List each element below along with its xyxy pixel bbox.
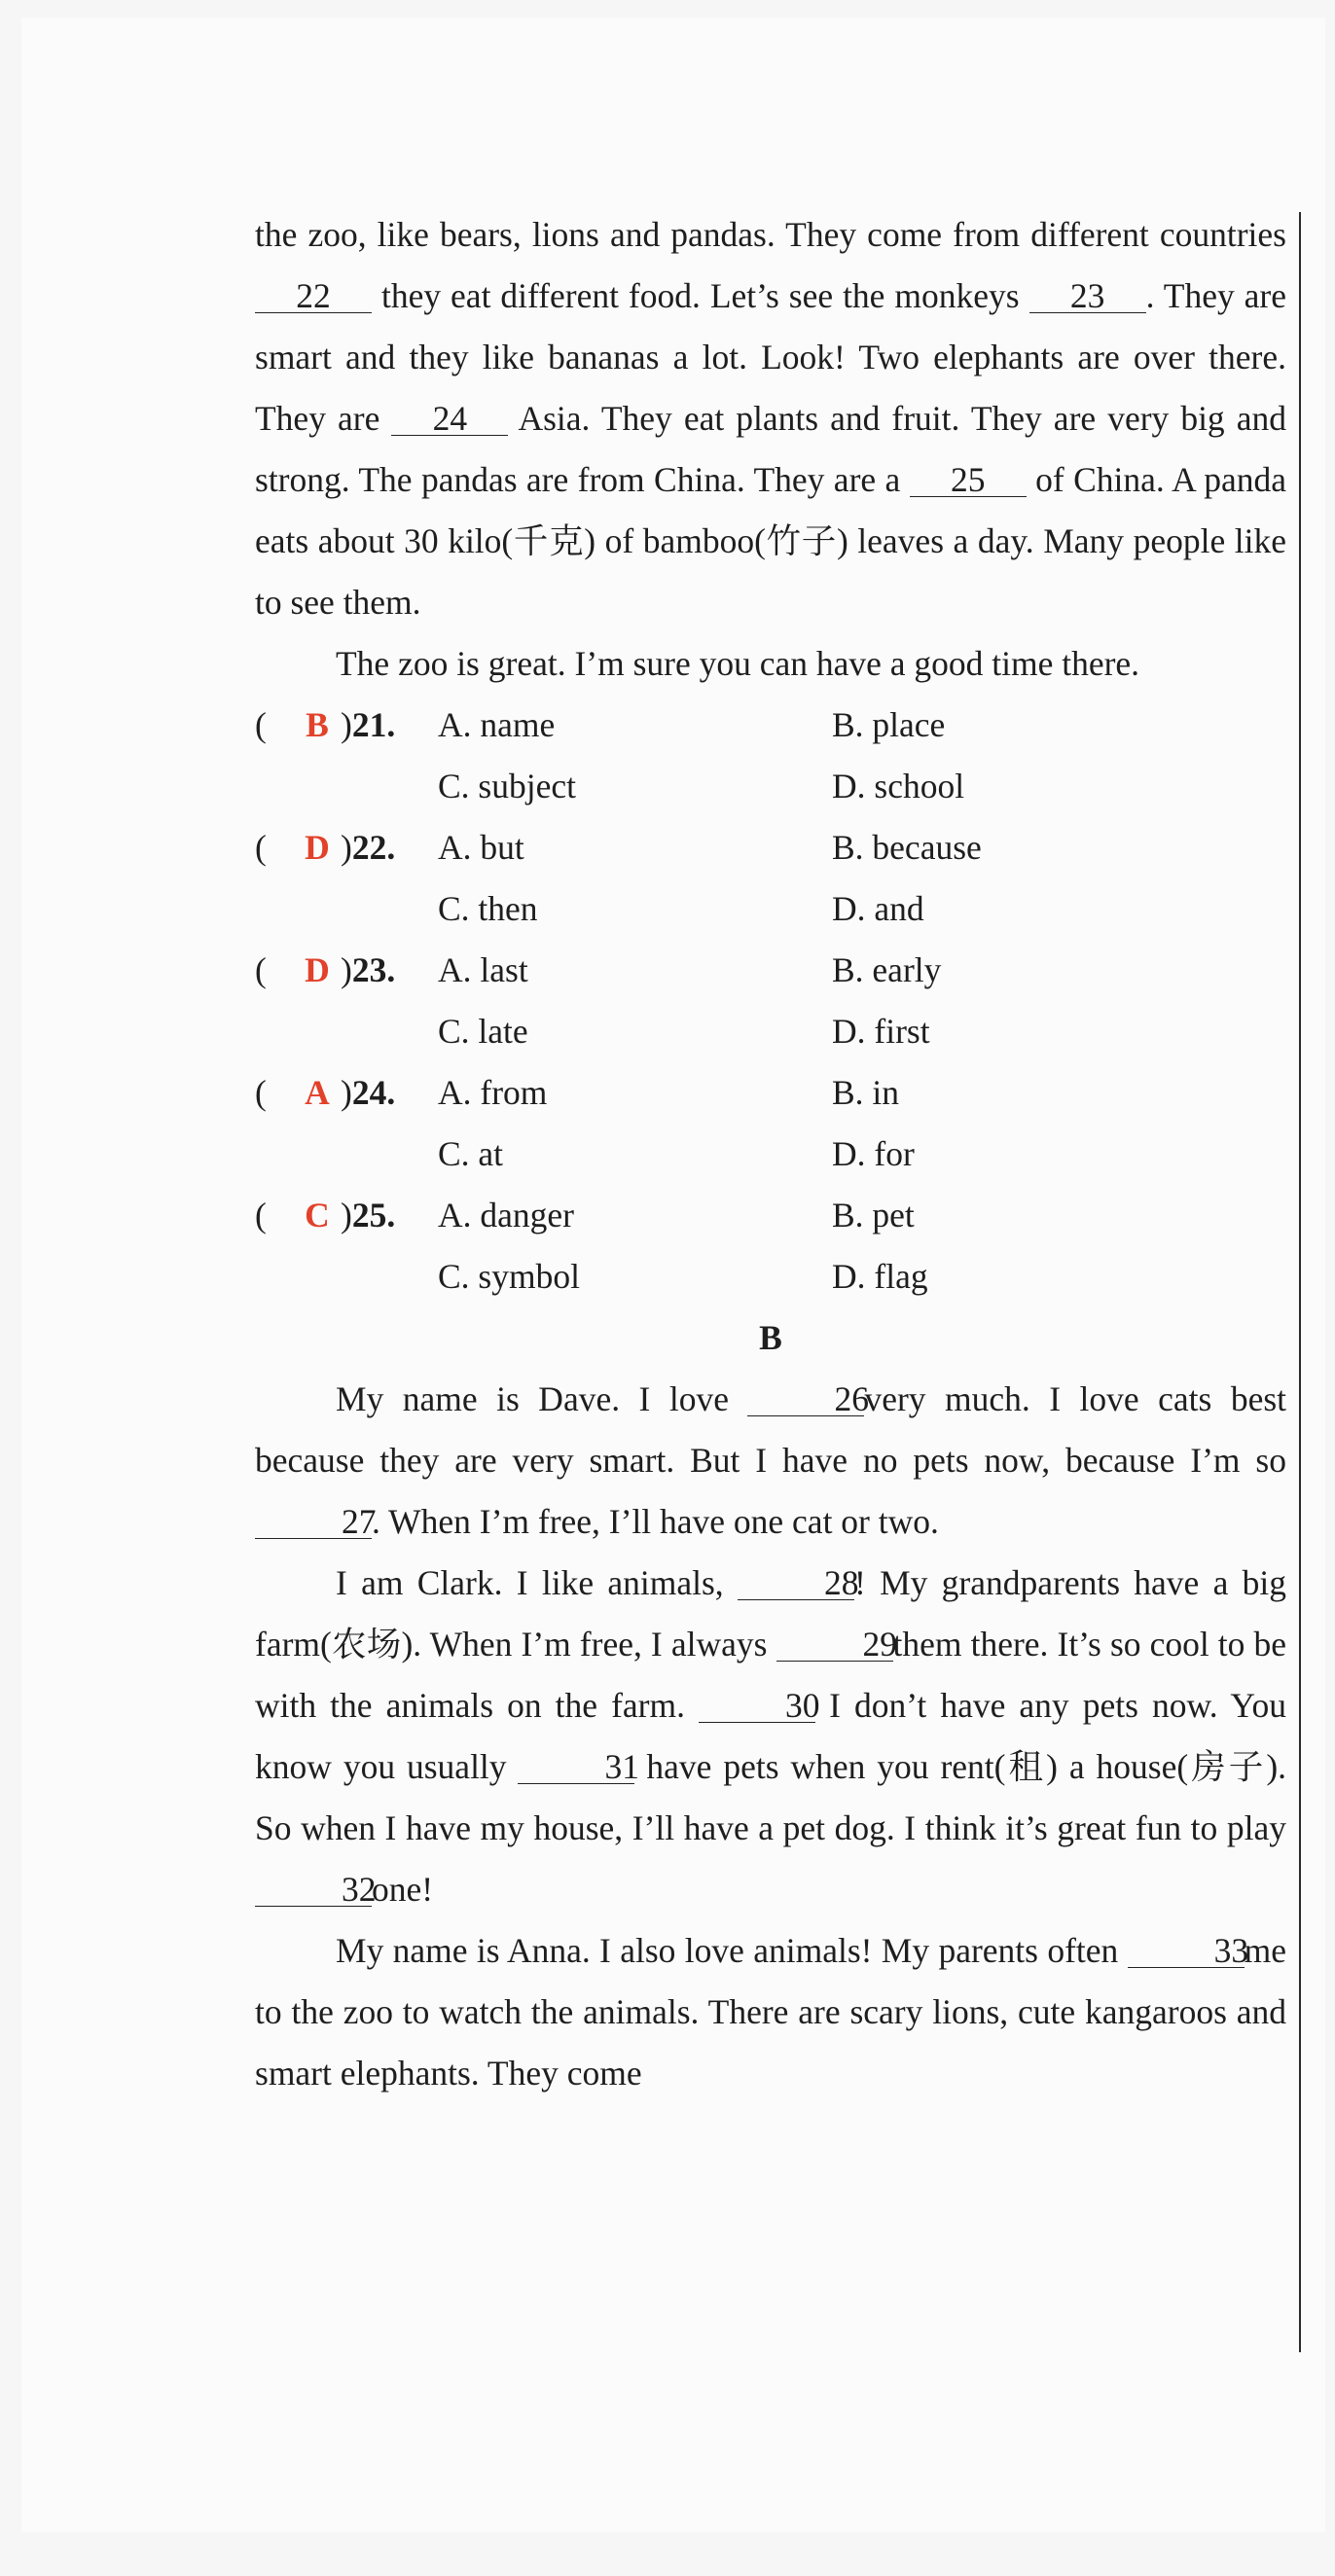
blank-30[interactable]: 30 [699, 1689, 815, 1723]
option-c[interactable]: C. symbol [438, 1257, 580, 1296]
text: My name is Dave. I love [336, 1379, 729, 1418]
section-heading-b: B [759, 1318, 782, 1357]
option-c[interactable]: C. then [438, 889, 538, 928]
option-d[interactable]: D. and [832, 889, 924, 928]
option-b[interactable]: B. in [832, 1073, 900, 1112]
question-number: 22. [351, 828, 396, 867]
text: ! My grandparents have a big farm(农场). When I’m free, I always [255, 1563, 1286, 1664]
paren-close: ) [341, 1073, 352, 1112]
paren-open: ( [255, 1196, 267, 1234]
text: me to the zoo to watch the animals. There are scary lions, cute kangaroos and smart elephants. They come [255, 1931, 1287, 2093]
blank-29[interactable]: 29 [776, 1628, 893, 1662]
option-b[interactable]: B. pet [832, 1196, 915, 1234]
passage-b-paragraph-1 [255, 1369, 1286, 1553]
blank-31[interactable]: 31 [518, 1750, 634, 1784]
question-22 [255, 817, 1286, 878]
option-d[interactable]: D. school [832, 767, 965, 805]
margin-rule [1299, 212, 1301, 2352]
text: have pets when you rent(租) a house(房子). So when I have my house, I’ll have a pet dog. I think it’s great fun to play [255, 1747, 1287, 1847]
blank-24[interactable]: 24 [391, 402, 508, 436]
option-d[interactable]: D. for [832, 1134, 915, 1173]
blank-28[interactable]: 28 [738, 1566, 854, 1600]
question-number: 23. [351, 950, 396, 989]
passage-a-paragraph-1 [255, 204, 1286, 633]
content [255, 204, 1286, 2104]
blank-22[interactable]: 22 [255, 279, 372, 313]
question-number: 25. [351, 1196, 396, 1234]
answer[interactable]: C [305, 1196, 330, 1234]
text: one! [372, 1870, 434, 1909]
option-a[interactable]: A. last [438, 950, 528, 989]
text: of China. A panda eats about 30 kilo(千克) of bamboo(竹子) leaves a day. Many people like to see them. [255, 460, 1287, 622]
question-21 [255, 695, 1286, 756]
answer[interactable]: A [305, 1073, 330, 1112]
text: Asia. They eat plants and fruit. They are very big and strong. The pandas are from China. They are a [255, 399, 1286, 499]
option-a[interactable]: A. but [438, 828, 524, 867]
option-a[interactable]: A. name [438, 705, 556, 744]
question-23 [255, 940, 1286, 1001]
blank-33[interactable]: 33 [1128, 1934, 1245, 1968]
paren-close: ) [341, 1196, 352, 1234]
paren-open: ( [255, 950, 267, 989]
text: My name is Anna. I also love animals! My parents often [336, 1931, 1119, 1970]
answer[interactable]: D [305, 828, 330, 867]
question-21-row-2 [255, 756, 1286, 817]
paren-open: ( [255, 1073, 267, 1112]
question-number: 21. [351, 705, 396, 744]
text: very much. I love cats best because they are very smart. But I have no pets now, because I’m so [255, 1379, 1287, 1480]
page [21, 18, 1325, 2532]
text: I don’t have any pets now. You know you usually [255, 1686, 1286, 1786]
question-list [255, 695, 1286, 1307]
blank-32[interactable]: 32 [255, 1873, 372, 1907]
option-c[interactable]: C. late [438, 1012, 528, 1051]
option-a[interactable]: A. from [438, 1073, 548, 1112]
blank-25[interactable]: 25 [910, 463, 1027, 497]
question-25-row-2 [255, 1246, 1286, 1307]
option-b[interactable]: B. early [832, 950, 942, 989]
question-number: 24. [351, 1073, 396, 1112]
paren-close: ) [341, 828, 352, 867]
passage-b-paragraph-2 [255, 1553, 1286, 1920]
text: . They are smart and they like bananas a lot. Look! Two elephants are over there. They are [255, 276, 1287, 438]
text: they eat different food. Let’s see the monkeys [380, 276, 1020, 315]
question-22-row-2 [255, 878, 1286, 940]
option-d[interactable]: D. flag [832, 1257, 928, 1296]
option-c[interactable]: C. at [438, 1134, 504, 1173]
answer[interactable]: D [305, 950, 330, 989]
answer[interactable]: B [306, 705, 329, 744]
question-25 [255, 1185, 1286, 1246]
text: them there. It’s so cool to be with the animals on the farm. [255, 1625, 1287, 1725]
option-c[interactable]: C. subject [438, 767, 576, 805]
blank-26[interactable]: 26 [747, 1382, 864, 1416]
option-a[interactable]: A. danger [438, 1196, 574, 1234]
option-d[interactable]: D. first [832, 1012, 930, 1051]
text: the zoo, like bears, lions and pandas. They come from different countries [255, 215, 1286, 254]
question-24-row-2 [255, 1124, 1286, 1185]
question-24 [255, 1062, 1286, 1124]
option-b[interactable]: B. because [832, 828, 982, 867]
blank-23[interactable]: 23 [1029, 279, 1146, 313]
passage-b-paragraph-3 [255, 1920, 1286, 2104]
paren-close: ) [341, 950, 352, 989]
question-23-row-2 [255, 1001, 1286, 1062]
passage-a-paragraph-2: The zoo is great. I’m sure you can have a good time there. [336, 644, 1140, 683]
paren-close: ) [341, 705, 352, 744]
paren-open: ( [255, 828, 267, 867]
option-b[interactable]: B. place [832, 705, 946, 744]
text: I am Clark. I like animals, [336, 1563, 724, 1602]
paren-open: ( [255, 705, 267, 744]
text: . When I’m free, I’ll have one cat or two. [372, 1502, 939, 1541]
blank-27[interactable]: 27 [255, 1505, 372, 1539]
